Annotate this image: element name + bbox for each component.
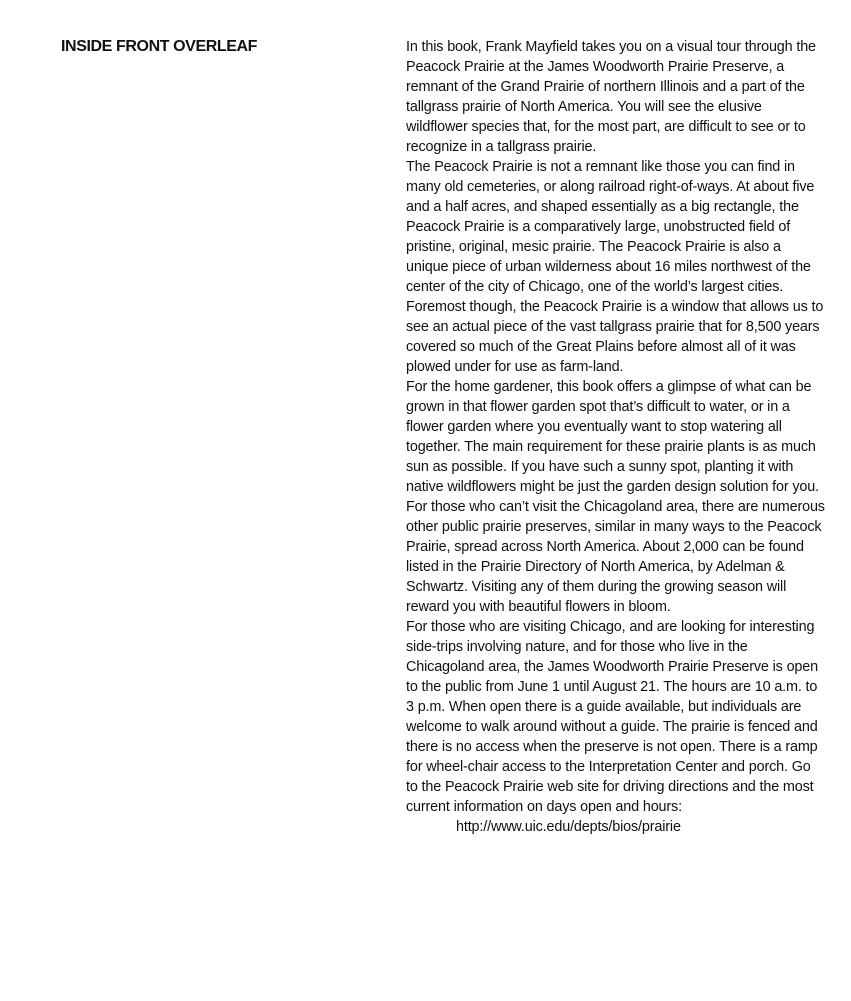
page-heading: INSIDE FRONT OVERLEAF [61,38,258,55]
paragraph-intro: In this book, Frank Mayfield takes you on a visual tour through the Peacock Prairie at the James Woodworth Prairie Preserve, a remnant of the Grand Prairie of northern Illinois and a part of the tallgrass prairie of North America. You will see the elusive wildflower species that, for the most part, are difficult to see or to recognize in a tallgrass prairie. [406,39,816,155]
body-text [406,37,826,837]
paragraph-window: Foremost though, the Peacock Prairie is a window that allows us to see an actual piece of the vast tallgrass prairie that for 8,500 years covered so much of the Great Plains before almost all of it was plowed under for use as farm-land. [406,299,824,375]
paragraph-gardener: For the home gardener, this book offers a glimpse of what can be grown in that flower garden spot that’s difficult to water, or in a flower garden where you eventually want to stop watering all together. The main requirement for these prairie plants is as much sun as possible. If you have such a sunny spot, planting it with native wildflowers might be just the garden design solution for you. [406,379,819,495]
paragraph-remnant: The Peacock Prairie is not a remnant like those you can find in many old cemeteries, or along railroad right-of-ways. At about five and a half acres, and shaped essentially as a big rectangle, the Peacock Prairie is a comparatively large, unobstructed field of pristine, original, mesic prairie. The Peacock Prairie is also a unique piece of urban wilderness about 16 miles northwest of the center of the city of Chicago, one of the world’s largest cities. [406,159,815,295]
paragraph-visiting: For those who are visiting Chicago, and are looking for interesting side-trips involving nature, and for those who live in the Chicagoland area, the James Woodworth Prairie Preserve is open to the public from June 1 until August 21. The hours are 10 a.m. to 3 p.m. When open there is a guide available, but individuals are welcome to walk around without a guide. The prairie is fenced and there is no access when the preserve is not open. There is a ramp for wheel-chair access to the Interpretation Center and porch. Go to the Peacock Prairie web site for driving directions and the most current information on days open and hours: [406,619,818,815]
paragraph-other-preserves: For those who can’t visit the Chicagoland area, there are numerous other public prairie preserves, similar in many ways to the Peacock Prairie, spread across North America. About 2,000 can be found listed in the Prairie Directory of North America, by Adelman & Schwartz. Visiting any of them during the growing season will reward you with beautiful flowers in bloom. [406,499,825,615]
prairie-website-url: http://www.uic.edu/depts/bios/prairie [456,819,681,835]
